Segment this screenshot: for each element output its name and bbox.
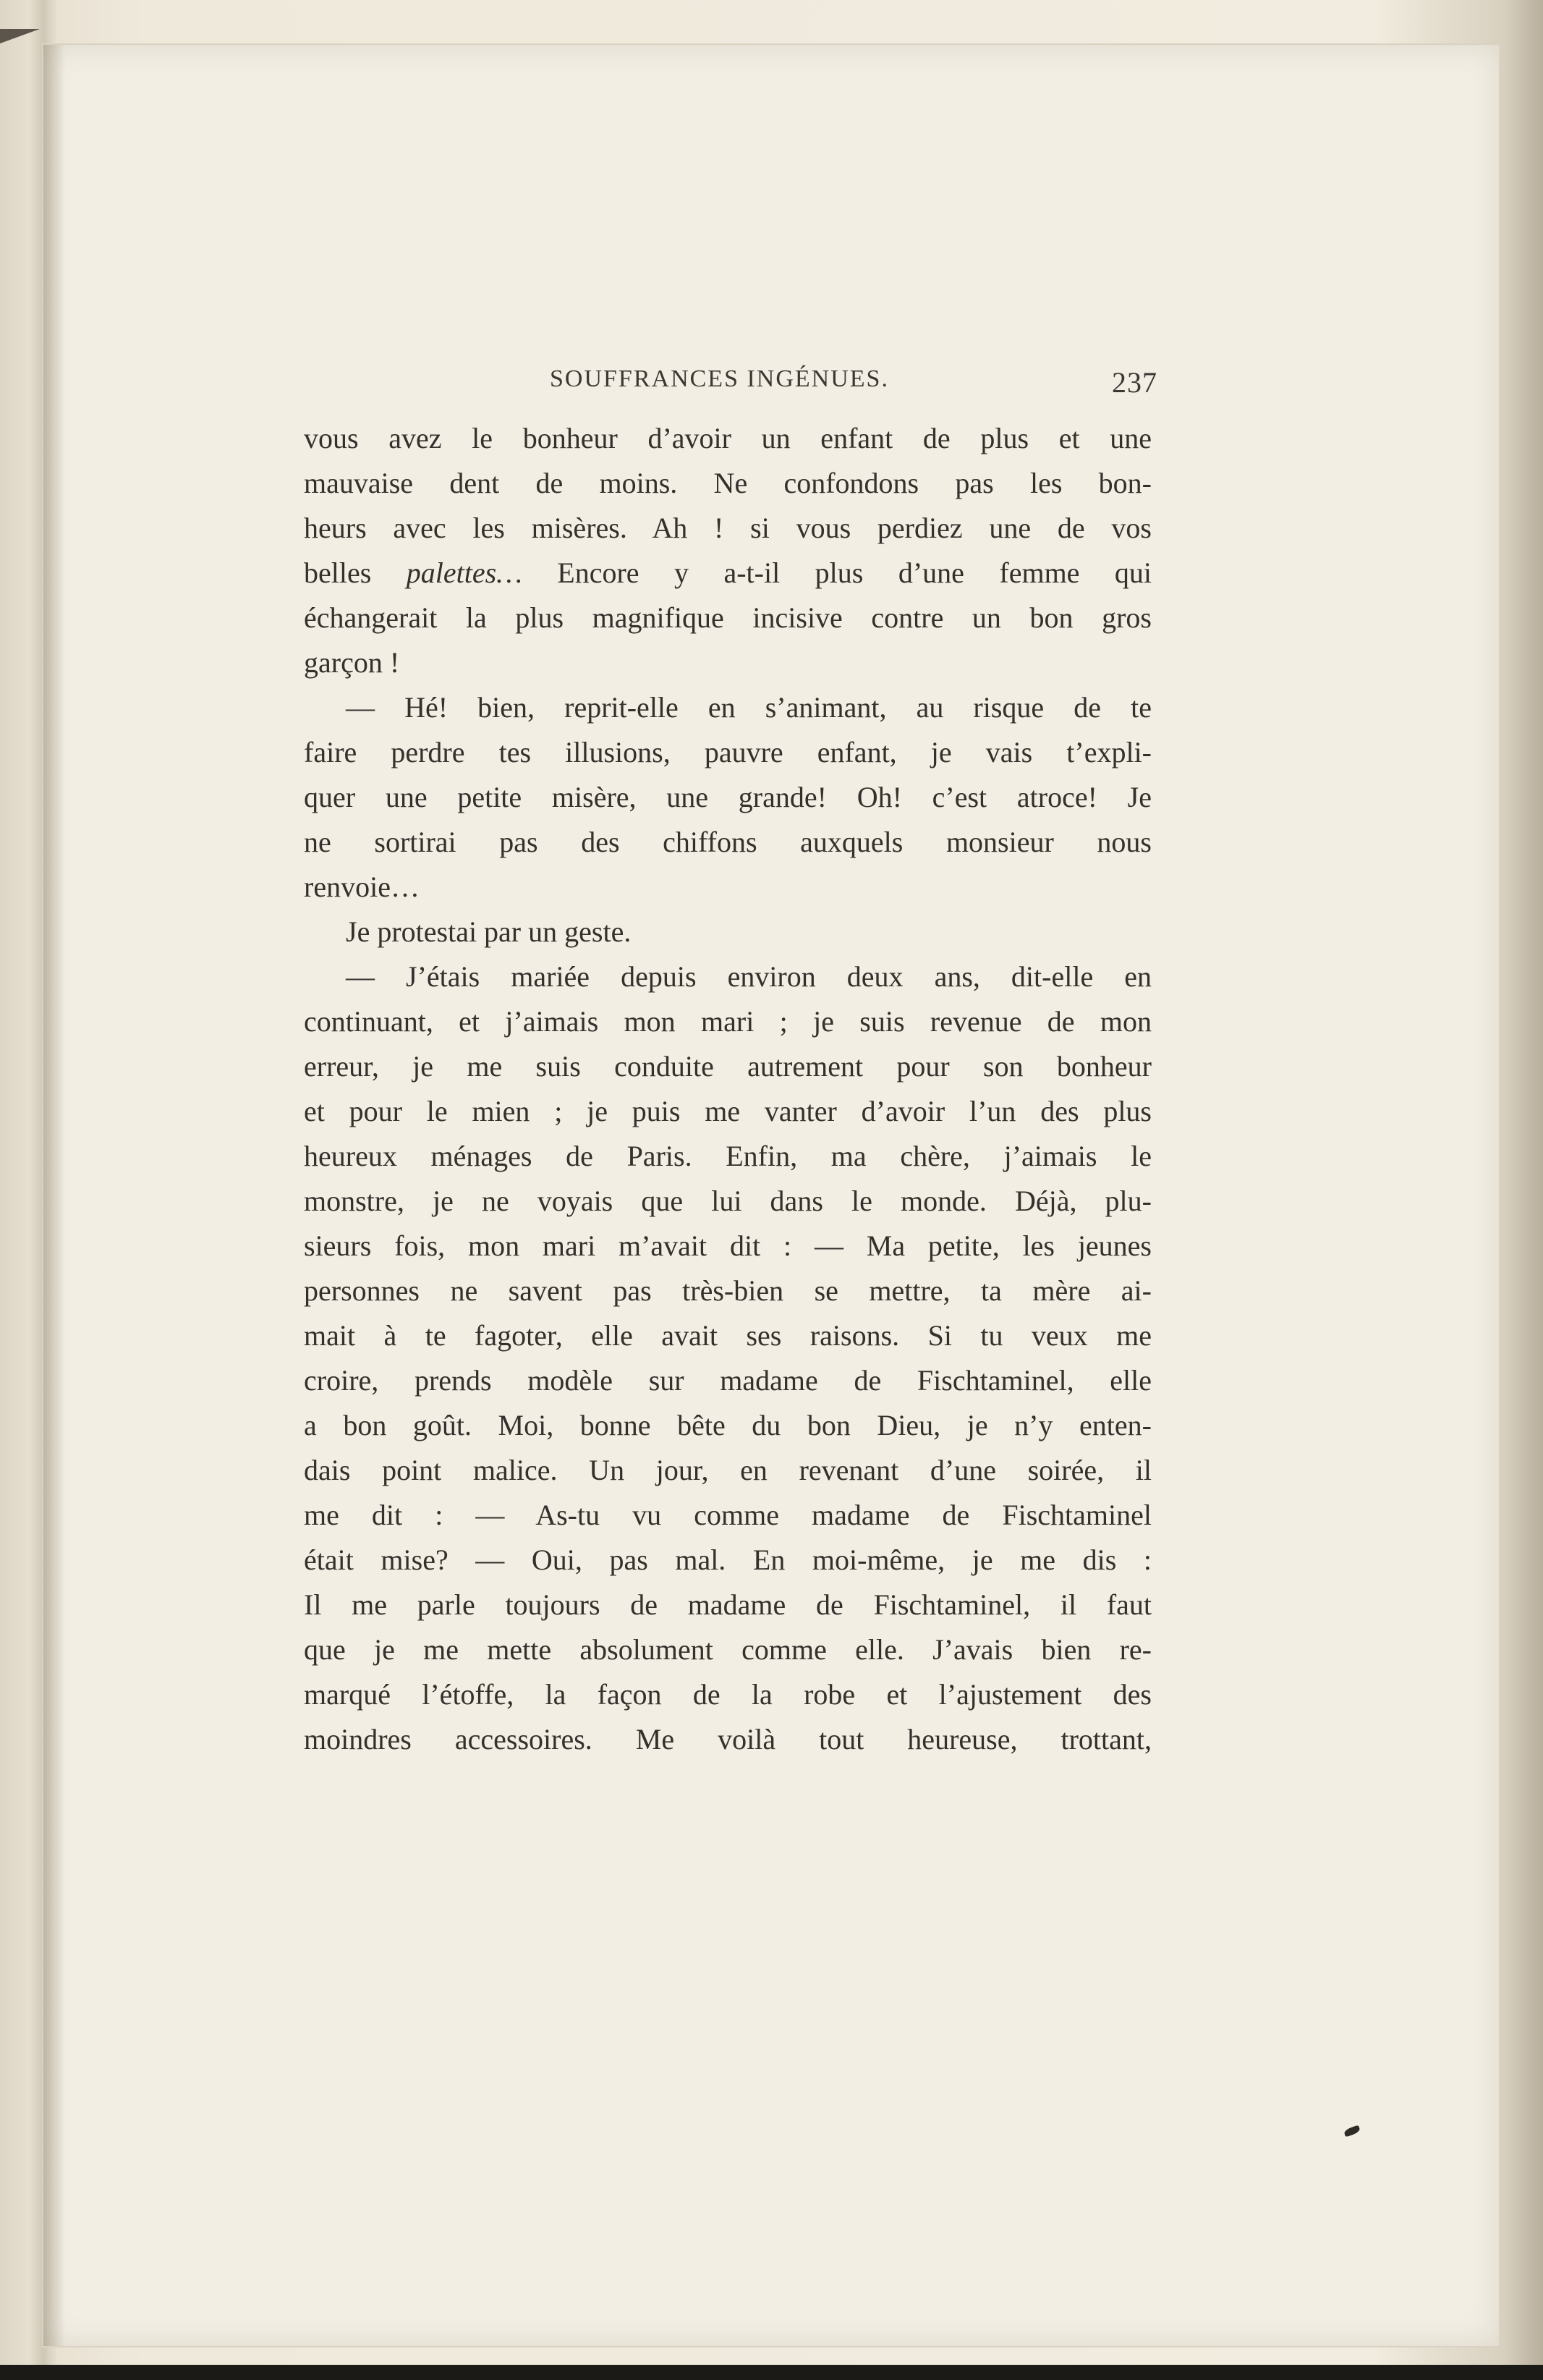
text-line: garçon ! (304, 646, 400, 679)
text-line: heureux ménages de Paris. Enfin, ma chère, j’aimais le (304, 1140, 1152, 1172)
text-line: vous avez le bonheur d’avoir un enfant de plus et une (304, 422, 1152, 454)
text-line: moindres accessoires. Me voilà tout heureuse, trottant, (304, 1723, 1152, 1756)
text-line-with-italic (304, 551, 1152, 596)
text-line: heurs avec les misères. Ah ! si vous perdiez une de vos (304, 512, 1152, 544)
text-line: mauvaise dent de moins. Ne confondons pas les bon- (304, 467, 1152, 499)
italic-word: palettes… (406, 556, 522, 589)
text-line: erreur, je me suis conduite autrement pour son bonheur (304, 1050, 1152, 1083)
text-line: était mise? — Oui, pas mal. En moi-même, je me dis : (304, 1543, 1152, 1576)
running-head-title: SOUFFRANCES INGÉNUES. (550, 365, 889, 392)
text-line: mait à te fagoter, elle avait ses raisons. Si tu veux me (304, 1319, 1152, 1352)
binding-tab (0, 29, 51, 46)
text-line: monstre, je ne voyais que lui dans le monde. Déjà, plu- (304, 1185, 1152, 1217)
text-line: échangerait la plus magnifique incisive contre un bon gros (304, 601, 1152, 634)
text-line: — J’étais mariée depuis environ deux ans, dit-elle en (346, 960, 1152, 993)
text-line: croire, prends modèle sur madame de Fischtaminel, elle (304, 1364, 1152, 1397)
text-line: dais point malice. Un jour, en revenant d’une soirée, il (304, 1454, 1152, 1486)
text-line: ne sortirai pas des chiffons auxquels monsieur nous (304, 826, 1152, 858)
text-line: continuant, et j’aimais mon mari ; je suis revenue de mon (304, 1005, 1152, 1038)
text-line: que je me mette absolument comme elle. J’avais bien re- (304, 1633, 1152, 1666)
text-line: Je protestai par un geste. (346, 915, 632, 948)
text-line: personnes ne savent pas très-bien se mettre, ta mère ai- (304, 1274, 1152, 1307)
text-fragment: belles (304, 556, 372, 589)
text-line: Il me parle toujours de madame de Fischtaminel, il faut (304, 1588, 1152, 1621)
text-line: renvoie… (304, 871, 420, 903)
scan-edge-strip (0, 2365, 1543, 2380)
text-line: me dit : — As-tu vu comme madame de Fischtaminel (304, 1499, 1152, 1531)
body-text (304, 416, 1152, 1762)
text-fragment: Encore y a-t-il plus d’une femme qui (557, 556, 1152, 589)
text-line: et pour le mien ; je puis me vanter d’avoir l’un des plus (304, 1095, 1152, 1127)
text-line: — Hé! bien, reprit-elle en s’animant, au risque de te (346, 691, 1152, 724)
text-line: marqué l’étoffe, la façon de la robe et l’ajustement des (304, 1678, 1152, 1711)
text-line: quer une petite misère, une grande! Oh! c’est atroce! Je (304, 781, 1152, 813)
text-line: sieurs fois, mon mari m’avait dit : — Ma petite, les jeunes (304, 1229, 1152, 1262)
gutter-shadow (43, 45, 65, 2346)
text-line: faire perdre tes illusions, pauvre enfant, je vais t’expli- (304, 736, 1152, 768)
page-number: 237 (1112, 366, 1157, 399)
text-line: a bon goût. Moi, bonne bête du bon Dieu, je n’y enten- (304, 1409, 1152, 1441)
